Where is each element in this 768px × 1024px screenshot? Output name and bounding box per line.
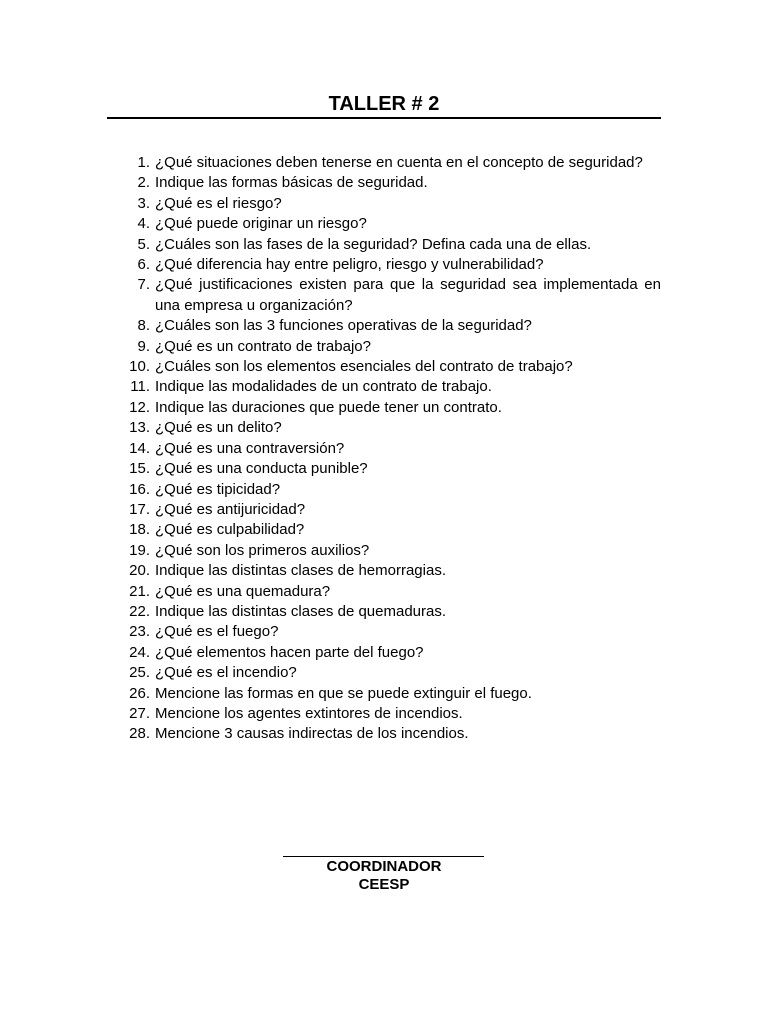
question-text: ¿Qué es una contraversión? [155, 439, 345, 457]
question-item [107, 173, 661, 193]
question-text: ¿Qué es tipicidad? [155, 480, 281, 498]
question-item [107, 316, 661, 336]
question-number: 7 . [107, 275, 151, 295]
question-number: 17 . [107, 500, 151, 520]
question-number: 11 . [107, 377, 151, 397]
question-text: Mencione las formas en que se puede extinguir el fuego. [155, 684, 532, 702]
question-text: Mencione los agentes extintores de incendios. [155, 704, 463, 722]
question-number: 20 . [107, 561, 151, 581]
question-number: 19 . [107, 541, 151, 561]
question-number: 10 . [107, 357, 151, 377]
question-number: 21 . [107, 582, 151, 602]
question-item [107, 459, 661, 479]
question-number: 12 . [107, 398, 151, 418]
question-item [107, 520, 661, 540]
question-item [107, 684, 661, 704]
question-item [107, 214, 661, 234]
question-item [107, 275, 661, 316]
question-text: ¿Qué es el fuego? [155, 623, 279, 641]
question-item [107, 480, 661, 500]
question-number: 24 . [107, 643, 151, 663]
question-number: 3 . [107, 194, 151, 214]
question-number: 26 . [107, 684, 151, 704]
signature-role: COORDINADOR [326, 858, 442, 875]
question-number: 23 . [107, 622, 151, 642]
question-item [107, 337, 661, 357]
question-text: ¿Qué puede originar un riesgo? [155, 215, 367, 233]
question-text: ¿Cuáles son los elementos esenciales del contrato de trabajo? [155, 358, 573, 376]
question-text: ¿Qué es culpabilidad? [155, 521, 305, 539]
signature-organization: CEESP [358, 876, 410, 893]
question-item [107, 561, 661, 581]
question-item [107, 541, 661, 561]
question-text: ¿Cuáles son las 3 funciones operativas de la seguridad? [155, 317, 532, 335]
question-number: 5 . [107, 235, 151, 255]
question-number: 9 . [107, 337, 151, 357]
question-number: 2 . [107, 173, 151, 193]
question-item [107, 602, 661, 622]
title-underline [107, 117, 661, 119]
question-item [107, 153, 661, 173]
question-number: 13 . [107, 418, 151, 438]
question-item [107, 377, 661, 397]
question-text: Indique las formas básicas de seguridad. [155, 174, 428, 192]
question-text: Indique las distintas clases de quemaduras. [155, 602, 447, 620]
question-text: ¿Qué son los primeros auxilios? [155, 541, 370, 559]
question-number: 25 . [107, 663, 151, 683]
document-title: TALLER # 2 [328, 93, 440, 115]
question-text: ¿Qué elementos hacen parte del fuego? [155, 643, 424, 661]
question-text: Mencione 3 causas indirectas de los incendios. [155, 725, 469, 743]
question-text: ¿Qué es el incendio? [155, 664, 297, 682]
question-text: ¿Qué es una quemadura? [155, 582, 331, 600]
question-number: 18 . [107, 520, 151, 540]
question-item [107, 724, 661, 744]
question-number: 15 . [107, 459, 151, 479]
question-item [107, 500, 661, 520]
question-item [107, 255, 661, 275]
question-text: ¿Qué justificaciones existen para que la seguridad sea implementada en una empresa u organización? [155, 276, 661, 314]
question-text: ¿Qué es el riesgo? [155, 194, 282, 212]
question-number: 1 . [107, 153, 151, 173]
question-text: ¿Qué diferencia hay entre peligro, riesgo y vulnerabilidad? [155, 256, 544, 274]
question-item [107, 439, 661, 459]
question-text: Indique las modalidades de un contrato de trabajo. [155, 378, 492, 396]
question-number: 22 . [107, 602, 151, 622]
question-text: ¿Qué es un delito? [155, 419, 282, 437]
question-item [107, 357, 661, 377]
signature-line [283, 856, 484, 857]
question-number: 27 . [107, 704, 151, 724]
question-text: ¿Qué es una conducta punible? [155, 460, 368, 478]
question-item [107, 194, 661, 214]
question-item [107, 582, 661, 602]
question-number: 14 . [107, 439, 151, 459]
question-text: ¿Qué es antijuricidad? [155, 500, 306, 518]
question-item [107, 704, 661, 724]
question-number: 16 . [107, 480, 151, 500]
question-item [107, 663, 661, 683]
question-item [107, 235, 661, 255]
question-item [107, 418, 661, 438]
question-text: ¿Qué situaciones deben tenerse en cuenta en el concepto de seguridad? [155, 154, 643, 171]
question-number: 4 . [107, 214, 151, 234]
question-item [107, 643, 661, 663]
question-text: Indique las duraciones que puede tener un contrato. [155, 398, 502, 416]
question-number: 28 . [107, 724, 151, 744]
question-number: 8 . [107, 316, 151, 336]
question-list [107, 153, 661, 745]
question-text: ¿Qué es un contrato de trabajo? [155, 337, 371, 355]
question-text: ¿Cuáles son las fases de la seguridad? Defina cada una de ellas. [155, 235, 592, 253]
question-item [107, 622, 661, 642]
question-text: Indique las distintas clases de hemorragias. [155, 562, 446, 580]
question-item [107, 398, 661, 418]
question-number: 6 . [107, 255, 151, 275]
